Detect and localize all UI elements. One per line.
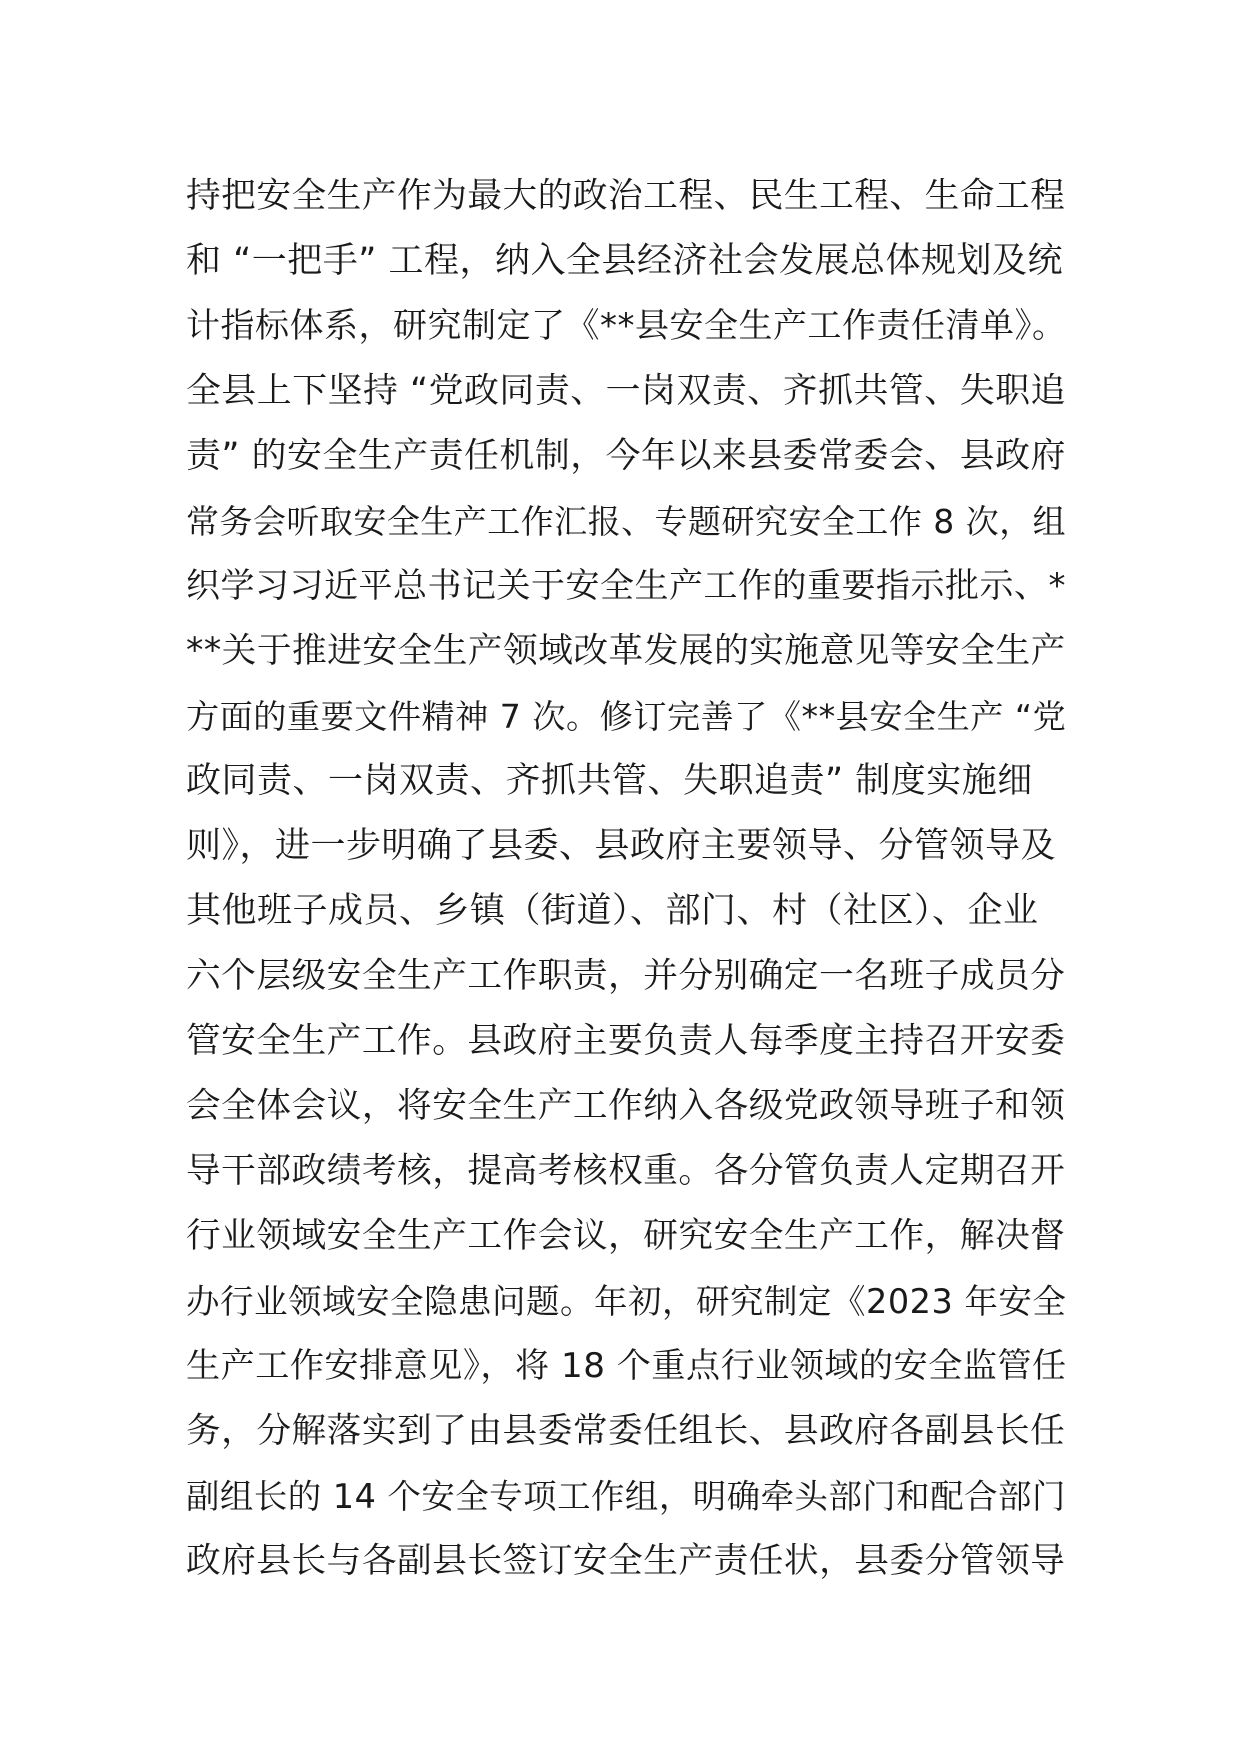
text-line: 和 “一把手” 工程，纳入全县经济社会发展总体规划及统 [186, 241, 1064, 281]
text-line: 生产工作安排意见》，将 18 个重点行业领域的安全监管任 [186, 1346, 1067, 1386]
text-line: 行业领域安全生产工作会议，研究安全生产工作，解决督 [186, 1216, 1066, 1256]
text-line: 办行业领域安全隐患问题。年初，研究制定《2023 年安全 [186, 1282, 1067, 1321]
text-line: 政府县长与各副县长签订安全生产责任状，县委分管领导 [186, 1541, 1066, 1581]
text-line: 政同责、一岗双责、齐抓共管、失职追责” 制度实施细 [186, 761, 1033, 801]
text-line: **关于推进安全生产领域改革发展的实施意见等安全生产 [186, 631, 1066, 671]
body-paragraph [186, 164, 1066, 1594]
text-line: 责” 的安全生产责任机制，今年以来县委常委会、县政府 [186, 436, 1066, 476]
text-line: 则》，进一步明确了县委、县政府主要领导、分管领导及 [186, 826, 1057, 866]
text-line: 常务会听取安全生产工作汇报、专题研究安全工作 8 次，组 [186, 502, 1067, 541]
text-line: 计指标体系，研究制定了《**县安全生产工作责任清单》。 [186, 306, 1067, 346]
text-line: 其他班子成员、乡镇（街道）、部门、村（社区）、企业 [186, 891, 1039, 931]
text-line: 持把安全生产作为最大的政治工程、民生工程、生命工程 [186, 176, 1066, 216]
text-line: 全县上下坚持 “党政同责、一岗双责、齐抓共管、失职追 [186, 371, 1066, 411]
text-line: 方面的重要文件精神 7 次。修订完善了《**县安全生产 “党 [186, 697, 1067, 736]
text-line: 副组长的 14 个安全专项工作组，明确牵头部门和配合部门 [186, 1477, 1066, 1516]
text-line: 会全体会议，将安全生产工作纳入各级党政领导班子和领 [186, 1086, 1066, 1126]
text-line: 织学习习近平总书记关于安全生产工作的重要指示批示、* [186, 566, 1066, 606]
text-line: 导干部政绩考核，提高考核权重。各分管负责人定期召开 [186, 1151, 1066, 1191]
text-line: 务，分解落实到了由县委常委任组长、县政府各副县长任 [186, 1411, 1066, 1451]
text-line: 管安全生产工作。县政府主要负责人每季度主持召开安委 [186, 1021, 1066, 1061]
text-line: 六个层级安全生产工作职责，并分别确定一名班子成员分 [186, 956, 1066, 996]
